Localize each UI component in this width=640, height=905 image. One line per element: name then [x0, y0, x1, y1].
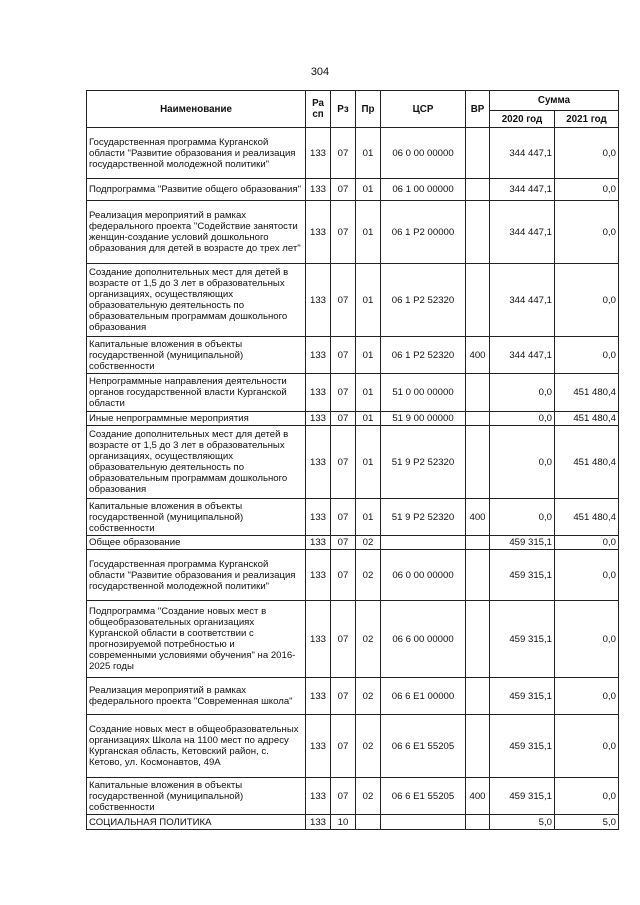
cell-rasp: 133	[306, 499, 331, 536]
cell-y2020: 344 447,1	[490, 337, 555, 374]
header-row-1	[87, 91, 619, 111]
cell-y2021: 0,0	[555, 128, 619, 179]
cell-y2020: 459 315,1	[490, 601, 555, 678]
cell-pr: 02	[356, 715, 381, 778]
cell-name: Создание дополнительных мест для детей в возрасте от 1,5 до 3 лет в образовательных организациях, осуществляющих образовательную деятельность по образовательным программам дошкольного образования	[87, 264, 306, 337]
cell-y2020: 344 447,1	[490, 179, 555, 201]
cell-csr: 51 9 P2 52320	[381, 499, 466, 536]
cell-vr	[466, 264, 490, 337]
cell-rasp: 133	[306, 778, 331, 815]
cell-csr: 06 0 00 00000	[381, 128, 466, 179]
cell-y2021: 5,0	[555, 815, 619, 830]
header-rasp-line1: Ра	[312, 98, 324, 109]
cell-csr: 51 9 P2 52320	[381, 426, 466, 499]
cell-vr	[466, 412, 490, 426]
cell-pr: 01	[356, 264, 381, 337]
cell-y2020: 0,0	[490, 499, 555, 536]
cell-pr: 02	[356, 601, 381, 678]
cell-rz: 07	[331, 412, 356, 426]
cell-pr: 01	[356, 179, 381, 201]
cell-name: Подпрограмма "Создание новых мест в общеобразовательных организациях Курганской области в соответствии с прогнозируемой потребностью и современными условиями обучения" на 2016-2025 годы	[87, 601, 306, 678]
table-row	[87, 128, 619, 179]
cell-y2021: 0,0	[555, 550, 619, 601]
cell-pr: 02	[356, 536, 381, 550]
cell-pr: 01	[356, 412, 381, 426]
table-row	[87, 337, 619, 374]
cell-rasp: 133	[306, 815, 331, 830]
header-rasp-line2: сп	[312, 109, 324, 120]
cell-y2021: 451 480,4	[555, 426, 619, 499]
cell-y2020: 459 315,1	[490, 678, 555, 715]
cell-y2021: 0,0	[555, 715, 619, 778]
cell-rz: 07	[331, 179, 356, 201]
cell-name: Капитальные вложения в объекты государственной (муниципальной) собственности	[87, 499, 306, 536]
cell-csr: 06 6 E1 55205	[381, 778, 466, 815]
cell-vr: 400	[466, 778, 490, 815]
cell-rz: 07	[331, 374, 356, 412]
cell-vr	[466, 179, 490, 201]
cell-name: Непрограммные направления деятельности органов государственной власти Курганской области	[87, 374, 306, 412]
cell-pr: 02	[356, 678, 381, 715]
cell-pr: 01	[356, 201, 381, 264]
cell-y2021: 0,0	[555, 536, 619, 550]
cell-y2020: 0,0	[490, 412, 555, 426]
cell-vr	[466, 426, 490, 499]
table-row	[87, 201, 619, 264]
cell-pr: 01	[356, 128, 381, 179]
header-vr: ВР	[466, 91, 490, 128]
cell-name: Государственная программа Курганской области "Развитие образования и реализация государственной молодежной политики"	[87, 128, 306, 179]
cell-rz: 07	[331, 778, 356, 815]
cell-name: Создание новых мест в общеобразовательных организациях Школа на 1100 мест по адресу Курганская область, Кетовский район, с. Кетово, ул. Космонавтов, 49А	[87, 715, 306, 778]
cell-csr	[381, 536, 466, 550]
cell-rz: 07	[331, 499, 356, 536]
cell-vr	[466, 601, 490, 678]
cell-name: Общее образование	[87, 536, 306, 550]
cell-csr	[381, 815, 466, 830]
table-row	[87, 426, 619, 499]
cell-rasp: 133	[306, 374, 331, 412]
cell-vr	[466, 374, 490, 412]
cell-csr: 06 0 00 00000	[381, 550, 466, 601]
cell-rasp: 133	[306, 179, 331, 201]
cell-csr: 06 6 00 00000	[381, 601, 466, 678]
budget-table	[86, 90, 619, 830]
cell-csr: 06 1 P2 00000	[381, 201, 466, 264]
cell-name: Реализация мероприятий в рамках федерального проекта "Современная школа"	[87, 678, 306, 715]
cell-rasp: 133	[306, 715, 331, 778]
cell-y2021: 0,0	[555, 264, 619, 337]
cell-rz: 07	[331, 128, 356, 179]
cell-rasp: 133	[306, 264, 331, 337]
cell-csr: 51 9 00 00000	[381, 412, 466, 426]
cell-y2020: 344 447,1	[490, 264, 555, 337]
cell-vr	[466, 536, 490, 550]
cell-rz: 07	[331, 715, 356, 778]
cell-rz: 07	[331, 264, 356, 337]
cell-name: Создание дополнительных мест для детей в возрасте от 1,5 до 3 лет в образовательных организациях, осуществляющих образовательную деятельность по образовательным программам дошкольного образования	[87, 426, 306, 499]
cell-vr	[466, 815, 490, 830]
cell-rasp: 133	[306, 412, 331, 426]
table-row	[87, 536, 619, 550]
cell-vr	[466, 678, 490, 715]
cell-csr: 06 6 E1 00000	[381, 678, 466, 715]
cell-rz: 07	[331, 426, 356, 499]
cell-rz: 07	[331, 550, 356, 601]
cell-y2020: 459 315,1	[490, 550, 555, 601]
cell-y2021: 0,0	[555, 201, 619, 264]
cell-vr: 400	[466, 337, 490, 374]
cell-rasp: 133	[306, 536, 331, 550]
cell-rz: 07	[331, 601, 356, 678]
header-name: Наименование	[87, 91, 306, 128]
cell-rz: 10	[331, 815, 356, 830]
cell-y2021: 0,0	[555, 678, 619, 715]
cell-name: Иные непрограммные мероприятия	[87, 412, 306, 426]
cell-csr: 06 1 P2 52320	[381, 264, 466, 337]
cell-rasp: 133	[306, 337, 331, 374]
cell-y2020: 0,0	[490, 426, 555, 499]
cell-y2021: 0,0	[555, 179, 619, 201]
cell-y2021: 0,0	[555, 601, 619, 678]
cell-name: Капитальные вложения в объекты государственной (муниципальной) собственности	[87, 778, 306, 815]
cell-vr	[466, 550, 490, 601]
cell-name: Подпрограмма "Развитие общего образования"	[87, 179, 306, 201]
cell-y2021: 451 480,4	[555, 499, 619, 536]
table-row	[87, 412, 619, 426]
table-row	[87, 678, 619, 715]
header-rasp	[306, 91, 331, 128]
cell-rasp: 133	[306, 678, 331, 715]
cell-y2020: 5,0	[490, 815, 555, 830]
table-row	[87, 179, 619, 201]
cell-pr: 01	[356, 374, 381, 412]
header-2021: 2021 год	[555, 111, 619, 128]
cell-y2021: 0,0	[555, 778, 619, 815]
cell-y2021: 451 480,4	[555, 374, 619, 412]
cell-rz: 07	[331, 201, 356, 264]
header-2020: 2020 год	[490, 111, 555, 128]
cell-y2020: 344 447,1	[490, 201, 555, 264]
cell-rasp: 133	[306, 128, 331, 179]
table-row	[87, 264, 619, 337]
table-row	[87, 550, 619, 601]
cell-pr	[356, 815, 381, 830]
cell-name: Государственная программа Курганской области "Развитие образования и реализация государственной молодежной политики"	[87, 550, 306, 601]
table-body	[87, 128, 619, 830]
cell-name: Реализация мероприятий в рамках федерального проекта "Содействие занятости женщин-создание условий дошкольного образования для детей в возрасте до трех лет"	[87, 201, 306, 264]
cell-rasp: 133	[306, 201, 331, 264]
cell-name: СОЦИАЛЬНАЯ ПОЛИТИКА	[87, 815, 306, 830]
cell-rz: 07	[331, 536, 356, 550]
table-row	[87, 778, 619, 815]
cell-y2020: 459 315,1	[490, 536, 555, 550]
cell-rasp: 133	[306, 550, 331, 601]
cell-pr: 01	[356, 499, 381, 536]
table-row	[87, 815, 619, 830]
header-pr: Пр	[356, 91, 381, 128]
table-row	[87, 715, 619, 778]
cell-name: Капитальные вложения в объекты государственной (муниципальной) собственности	[87, 337, 306, 374]
cell-vr	[466, 201, 490, 264]
cell-rasp: 133	[306, 601, 331, 678]
cell-pr: 01	[356, 426, 381, 499]
cell-csr: 51 0 00 00000	[381, 374, 466, 412]
cell-csr: 06 6 E1 55205	[381, 715, 466, 778]
cell-y2020: 459 315,1	[490, 778, 555, 815]
header-csr: ЦСР	[381, 91, 466, 128]
header-rz: Рз	[331, 91, 356, 128]
cell-pr: 02	[356, 778, 381, 815]
cell-y2021: 0,0	[555, 337, 619, 374]
cell-vr	[466, 715, 490, 778]
cell-csr: 06 1 P2 52320	[381, 337, 466, 374]
table-row	[87, 499, 619, 536]
header-sum: Сумма	[490, 91, 619, 111]
cell-rz: 07	[331, 337, 356, 374]
page-number: 304	[310, 66, 330, 78]
cell-y2020: 459 315,1	[490, 715, 555, 778]
table-row	[87, 374, 619, 412]
table-row	[87, 601, 619, 678]
cell-vr	[466, 128, 490, 179]
cell-y2020: 344 447,1	[490, 128, 555, 179]
cell-pr: 02	[356, 550, 381, 601]
cell-vr: 400	[466, 499, 490, 536]
cell-rz: 07	[331, 678, 356, 715]
cell-y2020: 0,0	[490, 374, 555, 412]
cell-rasp: 133	[306, 426, 331, 499]
cell-csr: 06 1 00 00000	[381, 179, 466, 201]
cell-pr: 01	[356, 337, 381, 374]
cell-y2021: 451 480,4	[555, 412, 619, 426]
